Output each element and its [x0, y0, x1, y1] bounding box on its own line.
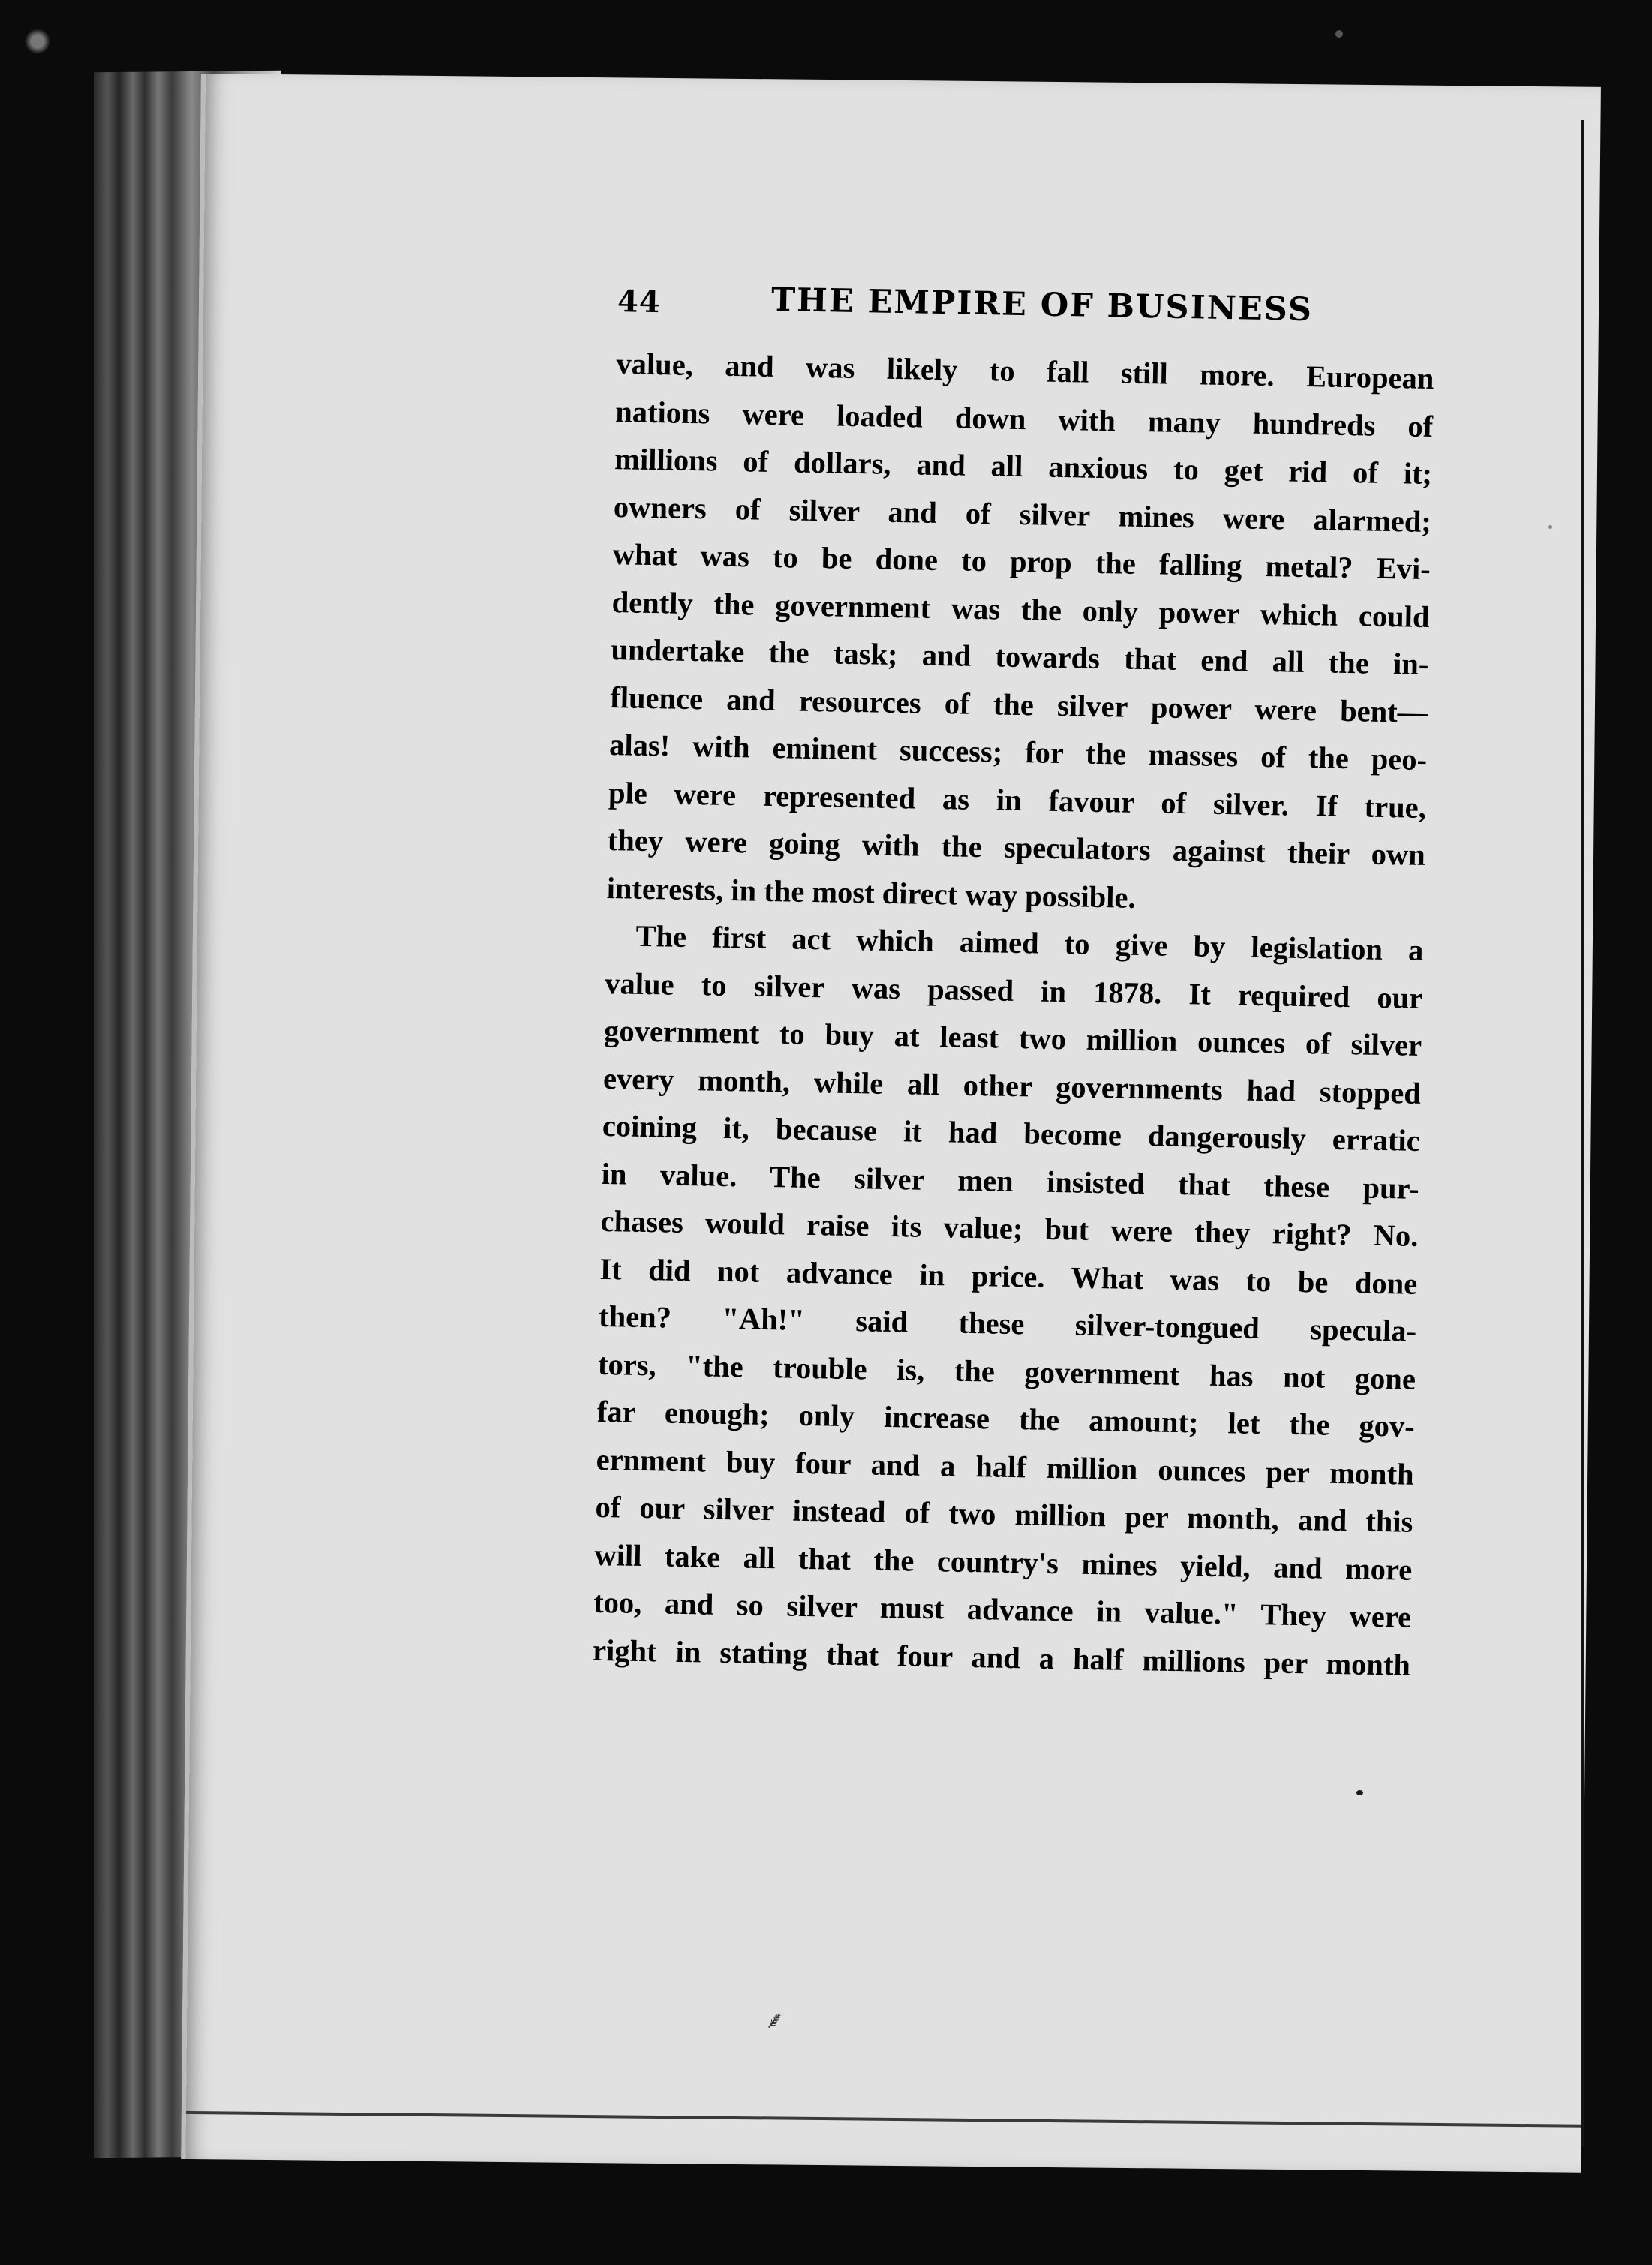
text-line: The first act which aimed to give by legislation a	[635, 918, 1424, 967]
text-line: every month, while all other governments had stopped	[602, 1061, 1422, 1110]
text-line: undertake the task; and towards that end all the in-	[611, 632, 1429, 682]
text-line: ernment buy four and a half million ounces per month	[596, 1442, 1415, 1491]
text-line: will take all that the country's mines yield, and more	[594, 1537, 1413, 1587]
text-line: value to silver was passed in 1878. It required our	[605, 966, 1423, 1015]
text-line: coining it, because it had become dangerously erratic	[602, 1108, 1421, 1158]
text-line: too, and so silver must advance in value." They were	[593, 1585, 1412, 1634]
text-line: millions of dollars, and all anxious to get rid of it;	[614, 442, 1433, 491]
text-line: what was to be done to prop the falling metal? Evi-	[612, 537, 1431, 587]
text-line: they were going with the speculators against their own	[607, 822, 1426, 872]
text-line: government to buy at least two million ounces of silver	[603, 1013, 1422, 1062]
text-line: alas! with eminent success; for the masses of the peo-	[608, 728, 1428, 777]
dust-speck	[1548, 525, 1552, 529]
text-line: value, and was likely to fall still more. European	[616, 347, 1434, 396]
dust-speck	[1356, 1790, 1363, 1795]
text-line: It did not advance in price. What was to be done	[599, 1251, 1418, 1301]
text-line: then? "Ah!" said these silver-tongued specula-	[598, 1299, 1417, 1348]
text-line: ple were represented as in favour of silver. If true,	[608, 775, 1427, 825]
page-number: 44	[617, 284, 662, 320]
body-text	[593, 340, 1434, 1689]
running-head: THE EMPIRE OF BUSINESS	[770, 281, 1314, 329]
text-line: chases would raise its value; but were they right? No.	[600, 1203, 1419, 1253]
ink-smudge-icon: ⸙	[763, 2004, 786, 2037]
text-line: dently the government was the only power which could	[611, 584, 1430, 634]
text-line: right in stating that four and a half millions per month	[592, 1633, 1411, 1682]
text-line: far enough; only increase the amount; let the gov-	[596, 1394, 1416, 1443]
text-line: owners of silver and of silver mines were alarmed;	[613, 489, 1432, 539]
dust-speck	[1335, 30, 1343, 38]
text-line: nations were loaded down with many hundreds of	[614, 394, 1434, 443]
text-line: interests, in the most direct way possible.	[606, 870, 1137, 915]
text-line: fluence and resources of the silver power were bent—	[609, 680, 1428, 729]
text-line: of our silver instead of two million per month, and this	[595, 1489, 1413, 1539]
text-line: tors, "the trouble is, the government has not gone	[597, 1347, 1416, 1396]
text-line: in value. The silver men insisted that these pur-	[601, 1156, 1420, 1206]
